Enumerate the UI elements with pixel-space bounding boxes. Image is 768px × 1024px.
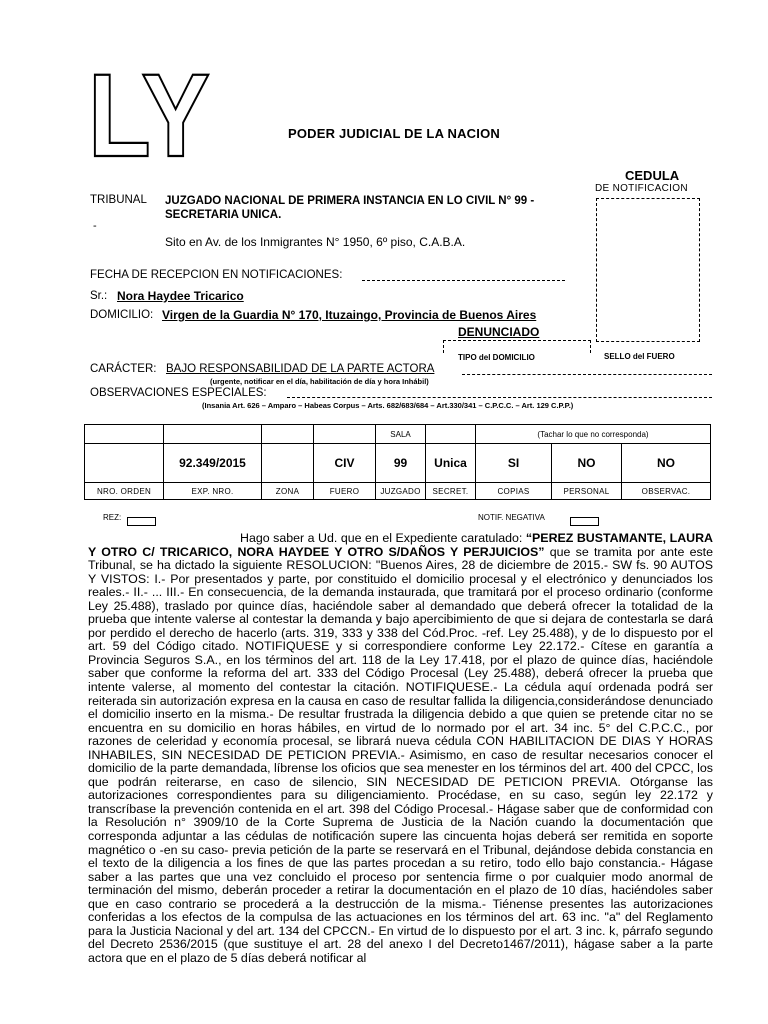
fecha-recepcion-field (362, 280, 565, 281)
copias-value: SI (476, 444, 552, 483)
notification-body (88, 532, 713, 966)
domicilio-label: DOMICILIO: (90, 309, 154, 321)
table-header-row (85, 425, 711, 444)
tribunal-value: JUZGADO NACIONAL DE PRIMERA INSTANCIA EN LO CIVIL N° 99 - SECRETARIA UNICA. (165, 195, 535, 221)
observaciones-note: (Insania Art. 626 – Amparo – Habeas Corpus – Arts. 682/683/684 – Art.330/341 – C.P.C.C. – Art. 129 C.P.P.) (202, 401, 574, 410)
fuero-value: CIV (314, 444, 376, 483)
recipient-label: Sr.: (90, 290, 108, 302)
tipo-domicilio-box (443, 340, 591, 353)
ly-logo (88, 50, 210, 182)
body-resolution: que se tramita por ante este Tribunal, se ha dictado la siguiente RESOLUCION: "Buenos Aires, 28 de diciembre de 2015.- SW fs. 90 AUTOS Y VISTOS: I.- Por presentados y parte, por constituido el domicilio procesal y el electrónico y denunciados los reales.- II.- ... III.- En consecuencia, de la demanda instaurada, que tramitará por el proceso ordinario (conforme Ley 25.488), traslado por quince días, haciéndole saber al demandado que deberá ofrecer la totalidad de la prueba que intente valerse al contestar la demanda y bajo apercibimiento de que si dejara de contestarla se dará por perdido el derecho de hacerlo (arts. 319, 333 y 338 del Cód.Proc. -ref. Ley 25.488), y de lo dispuesto por el art. 59 del Código citado. NOTIFIQUESE y si correspondiere conforme Ley 22.172.- Cítese en garantía a Provincia Seguros S.A., en los términos del art. 118 de la Ley 17.418, por el plazo de quince días, haciéndole saber que conforme la reforma del art. 333 del Código Procesal (Ley 25.488), deberá ofrecer la prueba que intente valerse, al momento del contestar la citación. NOTIFIQUESE.- La cédula aquí ordenada podrá ser reiterada sin autorización expresa en la causa en caso de resultar fallida la diligencia,considerándose denunciado el domicilio inserto en la misma.- De resultar frustrada la diligencia debido a que quien se pretende citar no se encuentra en su domicilio en horas hábiles, en virtud de lo normado por el art. 34 inc. 5° del C.P.C.C., por razones de celeridad y economía procesal, se librará nueva cédula CON HABILITACION DE DIAS Y HORAS INHABILES, SIN NECESIDAD DE PETICION PREVIA.- Asimismo, en caso de resultar necesarios conocer el domicilio de la parte demandada, líbrense los oficios que sea menester en los términos del art. 400 del CPCC, los que podrán reiterarse, en caso de silencio, SIN NECESIDAD DE PETICION PREVIA. Otórganse las autorizaciones correspondientes para su diligenciamiento. Procédase, en su caso, según ley 22.172 y transcríbase la prevención contenida en el art. 398 del Código Procesal.- Hágase saber que de conformidad con la Resolución n° 3909/10 de la Corte Suprema de Justicia de la Nación cuando la documentación que corresponda adjuntar a las cédulas de notificación supere las cincuenta hojas deberá ser remitida en soporte magnético o -en su caso- previa petición de la parte se reservará en el Tribunal, dejándose debida constancia en el texto de la diligencia a los fines de que las partes procedan a su retiro, todo ello bajo constancia.- Hágase saber a las partes que una vez concluido el proceso por sentencia firme o por cualquier modo anormal de terminación del mismo, deberán proceder a retirar la documentación en el plazo de 10 días, haciéndoles saber que en caso contrario se procederá a la destrucción de la misma.- Tiénense presentes las autorizaciones conferidas a los efectos de la compulsa de las actuaciones en los términos del art. 63 inc. "a" del Reglamento para la Justicia Nacional y del art. 134 del CPCCN.- En virtud de lo dispuesto por el art. 3 inc. k, párrafo segundo del Decreto 2536/2015 (que sustituye el art. 28 del anexo I del Decreto1467/2011), hágase saber a la parte actora que en el plazo de 5 días deberá notificar al (88, 544, 713, 965)
dash-mark: - (93, 220, 97, 232)
observac-label: OBSERVAC. (622, 483, 711, 500)
personal-value: NO (552, 444, 622, 483)
personal-label: PERSONAL (552, 483, 622, 500)
notif-negativa-label: NOTIF. NEGATIVA (478, 513, 545, 522)
rez-label: REZ: (103, 513, 122, 522)
observaciones-line (287, 397, 712, 398)
ly-logo-text: LY (88, 50, 210, 182)
juzgado-value: 99 (376, 444, 426, 483)
seal-box (596, 198, 700, 342)
seal-label: SELLO del FUERO (604, 352, 675, 361)
table-value-row (85, 444, 711, 483)
fuero-label: FUERO (314, 483, 376, 500)
table-cell (85, 425, 164, 444)
tipo-domicilio-value: DENUNCIADO (458, 325, 540, 339)
observac-value: NO (622, 444, 711, 483)
rez-checkbox[interactable] (127, 517, 156, 526)
tipo-domicilio-label: TIPO del DOMICILIO (458, 353, 535, 362)
exp-nro-value: 92.349/2015 (164, 444, 262, 483)
nro-orden-value (85, 444, 164, 483)
table-label-row (85, 483, 711, 500)
cedula-subtitle: DE NOTIFICACION (595, 183, 688, 194)
zona-value (262, 444, 314, 483)
copias-label: COPIAS (476, 483, 552, 500)
cedula-title: CEDULA (625, 168, 680, 183)
recipient-name: Nora Haydee Tricarico (117, 289, 244, 303)
zona-label: ZONA (262, 483, 314, 500)
caracter-label: CARÁCTER: (90, 363, 157, 375)
domicilio-value: Virgen de la Guardia N° 170, Ituzaingo, Provincia de Buenos Aires (162, 308, 537, 322)
juzgado-label: JUZGADO (376, 483, 426, 500)
table-cell (164, 425, 262, 444)
sala-header: SALA (376, 425, 426, 444)
notif-negativa-checkbox[interactable] (570, 517, 599, 526)
exp-nro-label: EXP. NRO. (164, 483, 262, 500)
tribunal-address: Sito en Av. de los Inmigrantes N° 1950, 6º piso, C.A.B.A. (165, 235, 466, 249)
nro-orden-label: NRO. ORDEN (85, 483, 164, 500)
caracter-line (462, 374, 712, 375)
secret-label: SECRET. (426, 483, 476, 500)
body-intro: Hago saber a Ud. que en el Expediente caratulado: (240, 531, 526, 545)
secret-value: Unica (426, 444, 476, 483)
tribunal-label: TRIBUNAL (90, 194, 147, 206)
observaciones-label: OBSERVACIONES ESPECIALES: (90, 387, 267, 399)
case-data-table (84, 424, 711, 500)
fecha-recepcion-label: FECHA DE RECEPCION EN NOTIFICACIONES: (90, 269, 343, 281)
caracter-note: (urgente, notificar en el día, habilitación de día y hora Inhábil) (210, 377, 429, 386)
table-cell (426, 425, 476, 444)
table-cell (314, 425, 376, 444)
court-name: PODER JUDICIAL DE LA NACION (288, 126, 500, 141)
table-cell (262, 425, 314, 444)
tachar-note: (Tachar lo que no corresponda) (476, 425, 711, 444)
caracter-value: BAJO RESPONSABILIDAD DE LA PARTE ACTORA (166, 363, 435, 375)
case-caption: “PEREZ BUSTAMANTE, LAURA Y OTRO C/ TRICARICO, NORA HAYDEE Y OTRO S/DAÑOS Y PERJUICIOS” (88, 531, 713, 559)
